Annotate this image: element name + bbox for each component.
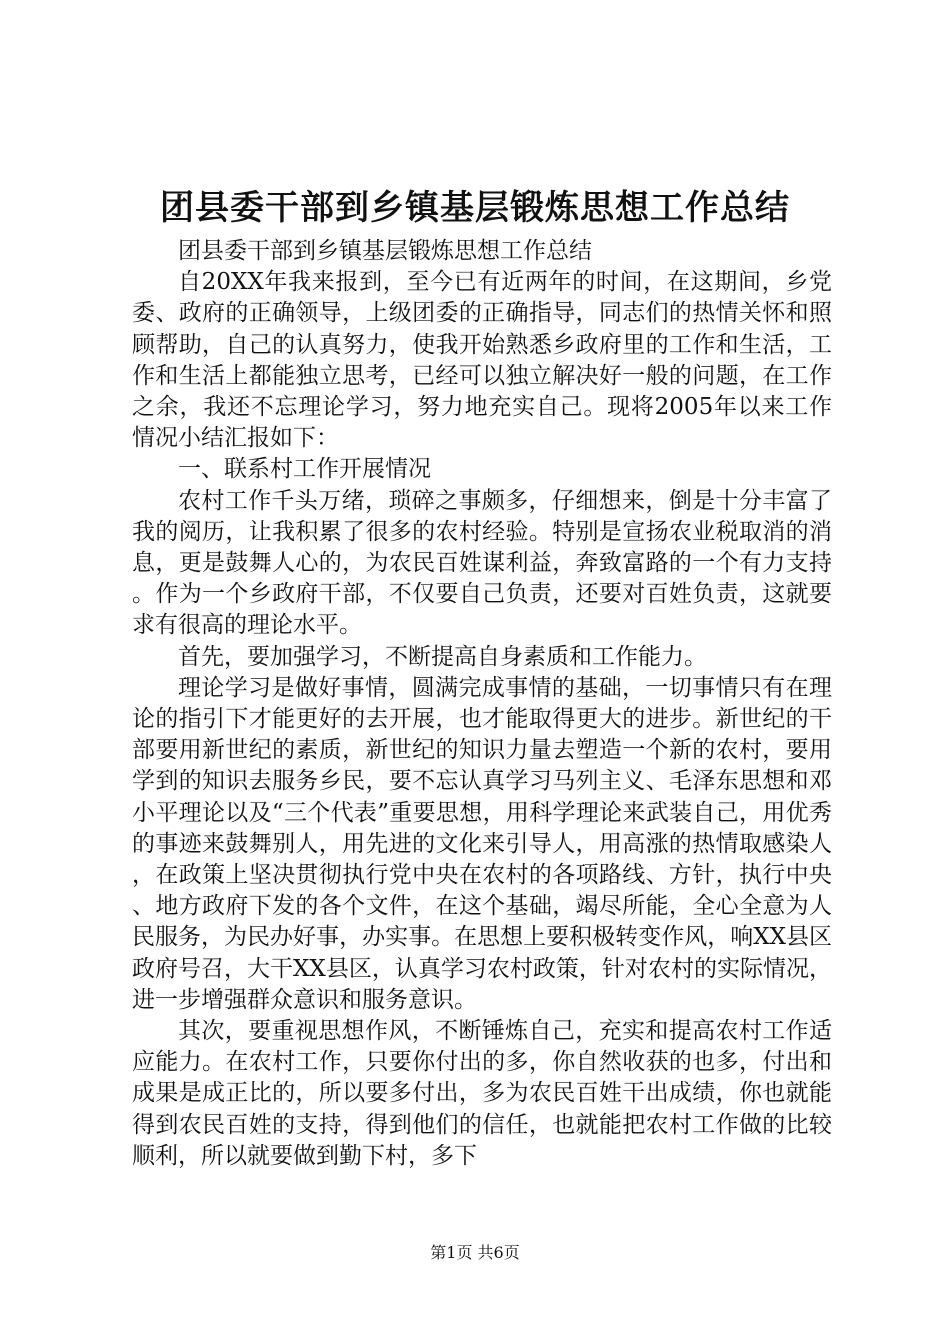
document-title: 团县委干部到乡镇基层锻炼思想工作总结 — [160, 188, 790, 228]
document-body — [132, 236, 832, 1172]
paragraph-theory: 理论学习是做好事情，圆满完成事情的基础，一切事情只有在理论的指引下才能更好的去开展，也才能取得更大的进步。新世纪的干部要用新世纪的素质，新世纪的知识力量去塑造一个新的农村，要用学到的知识去服务乡民，要不忘认真学习马列主义、毛泽东思想和邓小平理论以及“三个代表”重要思想，用科学理论来武装自己，用优秀的事迹来鼓舞别人，用先进的文化来引导人，用高涨的热情取感染人，在政策上坚决贯彻执行党中央在农村的各项路线、方针，执行中央、地方政府下发的各个文件，在这个基础，竭尽所能，全心全意为人民服务，为民办好事，办实事。在思想上要积极转变作风，响XX县区政府号召，大干XX县区，认真学习农村政策，针对农村的实际情况，进一步增强群众意识和服务意识。 — [132, 674, 832, 1013]
paragraph-rural-work: 农村工作千头万绪，琐碎之事颇多，仔细想来，倒是十分丰富了我的阅历，让我积累了很多的农村经验。特别是宣扬农业税取消的消息，更是鼓舞人心的，为农民百姓谋利益，奔致富路的一个有力支持。作为一个乡政府干部，不仅要自己负责，还要对百姓负责，这就要求有很高的理论水平。 — [132, 487, 832, 639]
paragraph-second: 其次，要重视思想作风，不断锤炼自己，充实和提高农村工作适应能力。在农村工作，只要你付出的多，你自然收获的也多，付出和成果是成正比的，所以要多付出，多为农民百姓干出成绩，你也就能得到农民百姓的支持，得到他们的信任，也就能把农村工作做的比较顺利，所以就要做到勤下村，多下 — [132, 1018, 832, 1169]
page-footer: 第1页 共6页 — [430, 1243, 520, 1262]
paragraph-intro: 自20XX年我来报到，至今已有近两年的时间，在这期间，乡党委、政府的正确领导，上级团委的正确指导，同志们的热情关怀和照顾帮助，自己的认真努力，使我开始熟悉乡政府里的工作和生活，工作和生活上都能独立思考，已经可以独立解决好一般的问题，在工作之余，我还不忘理论学习，努力地充实自己。现将2005年以来工作情况小结汇报如下： — [132, 269, 832, 452]
section-heading: 一、联系村工作开展情况 — [178, 456, 431, 483]
paragraph-first: 首先，要加强学习，不断提高自身素质和工作能力。 — [178, 643, 707, 670]
paragraph-subtitle: 团县委干部到乡镇基层锻炼思想工作总结 — [178, 238, 592, 264]
